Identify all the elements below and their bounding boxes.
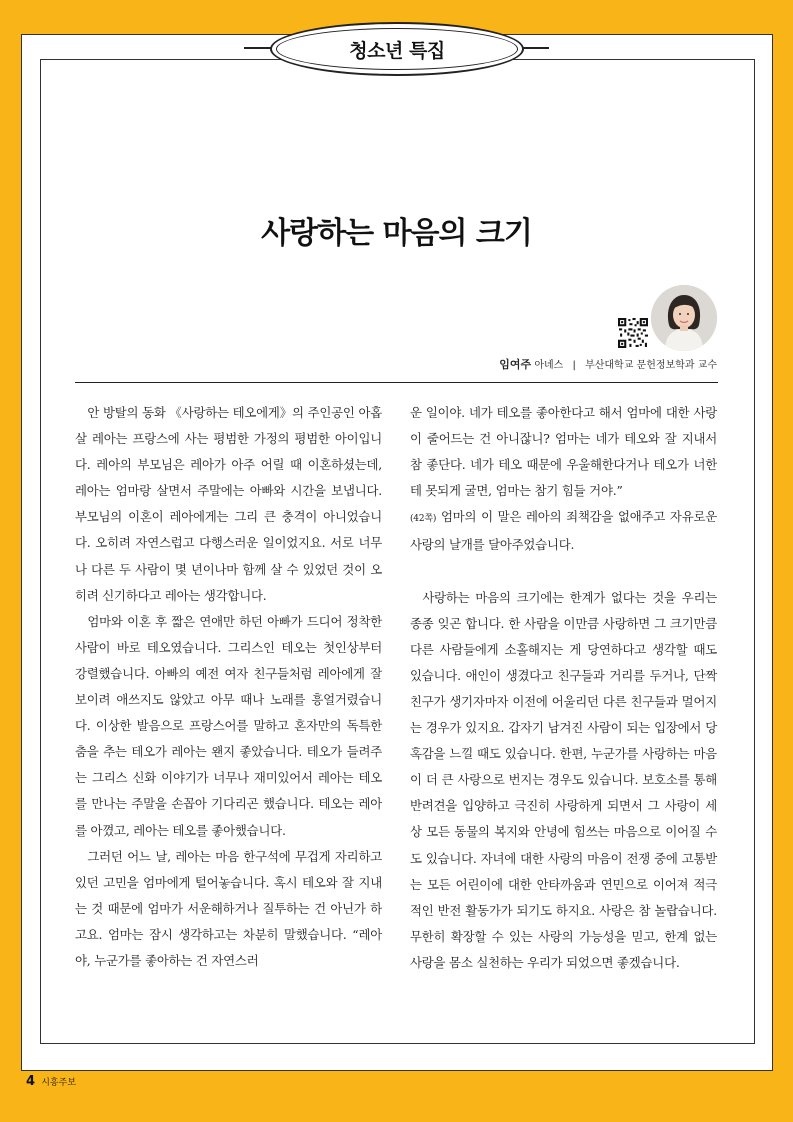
- byline-separator: |: [572, 360, 576, 371]
- author-photo: [651, 285, 717, 351]
- author-affiliation: 부산대학교 문헌정보학과 교수: [585, 360, 717, 371]
- body-paragraph: 엄마와 이혼 후 짧은 연애만 하던 아빠가 드디어 정착한 사람이 바로 테오였습니다. 그리스인 테오는 첫인상부터 강렬했습니다. 아빠의 예전 여자 친구들처럼 레아에게 잘 보이려 애쓰지도 않았고 아무 때나 노래를 흥얼거렸습니다. 이상한 발음으로 프랑스어를 말하고 혼자만의 독특한 춤을 추는 테오가 레아는 왠지 좋았습니다. 테오가 들려주는 그리스 신화 이야기가 너무나 재미있어서 레아는 테오를 만나는 주말을 손꼽아 기다리곤 했습니다. 테오는 레아를 아꼈고, 레아는 테오를 좋아했습니다.: [75, 613, 382, 838]
- body-paragraph: 사랑하는 마음의 크기에는 한계가 없다는 것을 우리는 종종 잊곤 합니다. 한 사람을 이만큼 사랑하면 그 크기만큼 다른 사람들에게 소홀해지는 게 당연하다고 생각할 때도 있습니다. 애인이 생겼다고 친구들과 거리를 두거나, 단짝 친구가 생기자마자 이전에 어울리던 다른 친구들과 멀어지는 경우가 있지요. 갑자기 남겨진 사람이 되는 입장에서 당혹감을 느낄 때도 있습니다. 한편, 누군가를 사랑하는 마음이 더 큰 사랑으로 번지는 경우도 있습니다. 보호소를 통해 반려견을 입양하고 극진히 사랑하게 되면서 그 사랑이 세상 모든 동물의 복지와 안녕에 힘쓰는 마음으로 이어질 수도 있습니다. 자녀에 대한 사랑의 마음이 전쟁 중에 고통받는 모든 어린이에 대한 안타까움과 연민으로 이어져 적극적인 반전 활동가가 되기도 하지요. 사랑은 참 놀랍습니다. 무한히 확장할 수 있는 사랑의 가능성을 믿고, 한계 없는 사랑을 몸소 실천하는 우리가 되었으면 좋겠습니다.: [410, 589, 717, 970]
- section-badge: [270, 22, 524, 76]
- body-column-right: [410, 400, 717, 976]
- page-citation: (42쪽): [410, 514, 437, 525]
- page-footer: [26, 1074, 76, 1089]
- body-paragraph: 그러던 어느 날, 레아는 마음 한구석에 무겁게 자리하고 있던 고민을 엄마에게 털어놓습니다. 혹시 테오와 잘 지내는 것 때문에 엄마가 서운해하거나 질투하는 건 아닌가 하고요. 엄마는 잠시 생각하고는 차분히 말했습니다. “레아야, 누군가를 좋아하는 건 자연스러: [75, 848, 382, 968]
- author-name: 임여주: [499, 358, 532, 371]
- author-byline: [499, 356, 717, 372]
- body-column-left: [75, 400, 382, 974]
- section-title: 청소년 특집: [349, 39, 445, 62]
- title-divider: [75, 382, 718, 383]
- body-paragraph-continued: [410, 400, 717, 559]
- quote-continuation: 운 일이야. 네가 테오를 좋아한다고 해서 엄마에 대한 사랑이 줄어드는 건 아니잖니? 엄마는 네가 테오와 잘 지내서 참 좋단다. 네가 테오 때문에 우울해한다거나 테오가 너한테 못되게 굴면, 엄마는 참기 힘들 거야.”: [410, 405, 717, 499]
- qr-code-icon[interactable]: [618, 318, 648, 348]
- body-paragraph: 안 방탈의 동화 《사랑하는 테오에게》의 주인공인 아홉 살 레아는 프랑스에 사는 평범한 가정의 평범한 아이입니다. 레아의 부모님은 레아가 아주 어릴 때 이혼하셨는데, 레아는 엄마랑 살면서 주말에는 아빠와 시간을 보냅니다. 부모님의 이혼이 레아에게는 그리 큰 충격이 아니었습니다. 오히려 자연스럽고 다행스러운 일이었지요. 서로 너무나 다른 두 사람이 몇 년이나마 함께 살 수 있었던 것이 오히려 신기하다고 레아는 생각합니다.: [75, 405, 382, 603]
- publication-name: 시흥주보: [41, 1078, 77, 1088]
- quote-followup: 엄마의 이 말은 레아의 죄책감을 없애주고 자유로운 사랑의 날개를 달아주었습니다.: [410, 509, 717, 553]
- page-number: 4: [26, 1074, 36, 1089]
- author-baptismal-name: 아녜스: [534, 360, 564, 371]
- article-title: 사랑하는 마음의 크기: [261, 216, 532, 251]
